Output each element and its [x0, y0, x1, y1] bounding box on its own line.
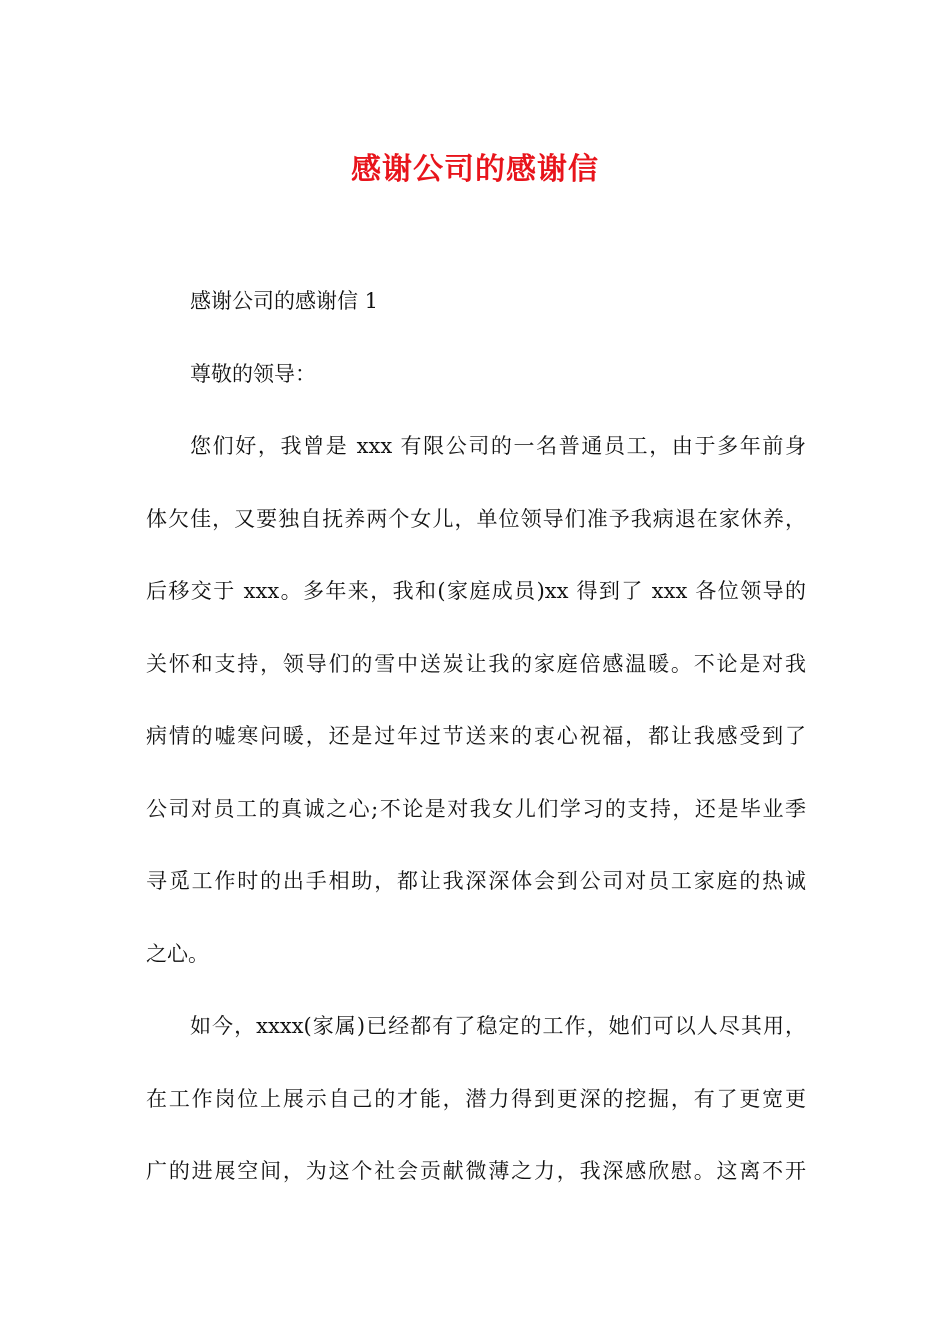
letter-heading-line: 感谢公司的感谢信 1 [190, 289, 379, 313]
paragraph-line: 关怀和支持，领导们的雪中送炭让我的家庭倍感温暖。不论是对我 [146, 651, 806, 676]
paragraph-line: 公司对员工的真诚之心;不论是对我女儿们学习的支持，还是毕业季 [146, 796, 806, 821]
paragraph-line: 体欠佳，又要独自抚养两个女儿，单位领导们准予我病退在家休养， [146, 506, 806, 531]
paragraph-line: 病情的嘘寒问暖，还是过年过节送来的衷心祝福，都让我感受到了 [146, 724, 806, 748]
paragraph-line: 广的进展空间，为这个社会贡献微薄之力，我深感欣慰。这离不开 [146, 1159, 806, 1183]
paragraph-line: 在工作岗位上展示自己的才能，潜力得到更深的挖掘，有了更宽更 [146, 1086, 806, 1111]
paragraph-line: 您们好，我曾是 xxx 有限公司的一名普通员工，由于多年前身 [190, 434, 806, 458]
letter-body [146, 282, 806, 1225]
document-title: 感谢公司的感谢信 [351, 152, 599, 187]
paragraph-line: 后移交于 xxx。多年来，我和(家庭成员)xx 得到了 xxx 各位领导的 [146, 579, 806, 603]
paragraph-line: 寻觅工作时的出手相助，都让我深深体会到公司对员工家庭的热诚 [146, 869, 806, 893]
salutation-line: 尊敬的领导： [190, 361, 316, 386]
paragraph-line: 之心。 [146, 941, 209, 966]
paragraph-line: 如今，xxxx(家属)已经都有了稳定的工作，她们可以人尽其用， [190, 1014, 806, 1038]
